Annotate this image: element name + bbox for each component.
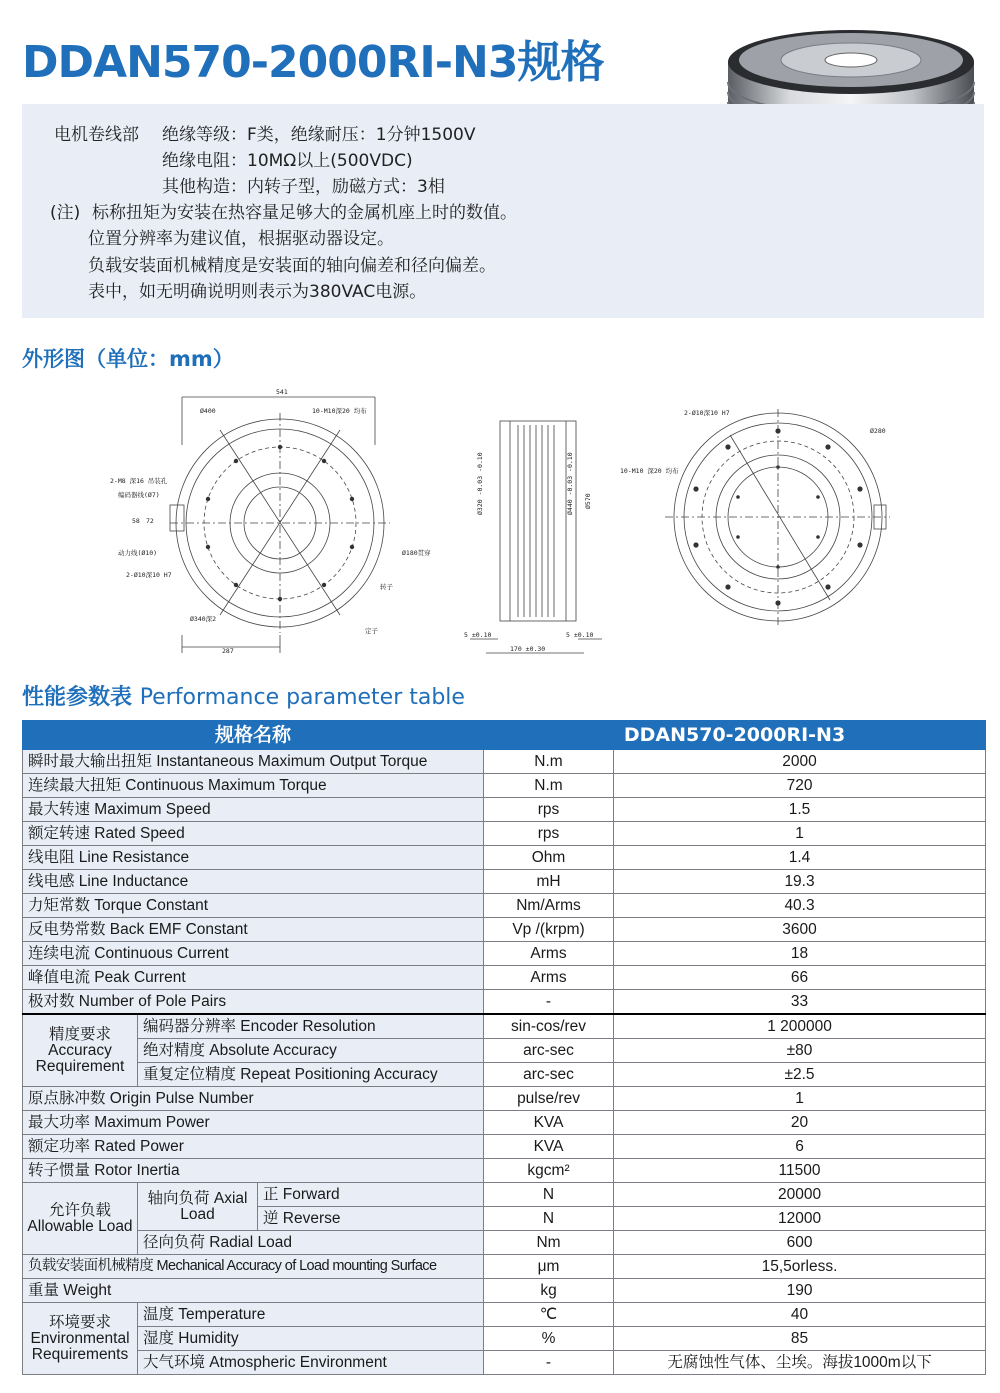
group-environment: 环境要求 Environmental Requirements bbox=[23, 1303, 138, 1375]
row-value: 2000 bbox=[614, 750, 986, 774]
dim-5a: 5 ±0.10 bbox=[464, 631, 492, 639]
table-row bbox=[23, 1327, 986, 1351]
dim-170: 170 ±0.30 bbox=[510, 645, 546, 653]
row-value: 11500 bbox=[614, 1159, 986, 1183]
table-row bbox=[23, 798, 986, 822]
table-row bbox=[23, 750, 986, 774]
note-resolution: 位置分辨率为建议值，根据驱动器设定。 bbox=[88, 229, 394, 249]
row-label: 力矩常数 Torque Constant bbox=[23, 894, 484, 918]
row-unit: arc-sec bbox=[484, 1039, 614, 1063]
row-unit: N.m bbox=[484, 750, 614, 774]
table-row bbox=[23, 870, 986, 894]
row-value: 1 bbox=[614, 822, 986, 846]
label-rear-m10: 10-M10 深20 均布 bbox=[620, 467, 679, 475]
note-insulation-class: 绝缘等级：F类，绝缘耐压：1分钟1500V bbox=[162, 125, 476, 145]
row-label: 额定功率 Rated Power bbox=[23, 1135, 484, 1159]
table-row bbox=[23, 1135, 986, 1159]
row-label: 正 Forward bbox=[258, 1183, 484, 1207]
dim-d320: Ø320 -0.03 -0.10 bbox=[476, 452, 484, 515]
row-value: 3600 bbox=[614, 918, 986, 942]
table-row bbox=[23, 966, 986, 990]
label-stator: 定子 bbox=[365, 627, 378, 635]
row-value: 1 bbox=[614, 1087, 986, 1111]
row-value: 1.5 bbox=[614, 798, 986, 822]
header-model: DDAN570-2000RI-N3 bbox=[484, 721, 986, 750]
row-label: 线电阻 Line Resistance bbox=[23, 846, 484, 870]
header-spec-name: 规格名称 bbox=[23, 721, 484, 750]
row-value: 19.3 bbox=[614, 870, 986, 894]
row-unit: Vp /(krpm) bbox=[484, 918, 614, 942]
dim-58: 58 bbox=[132, 517, 140, 525]
dim-5b: 5 ±0.10 bbox=[566, 631, 594, 639]
row-label: 最大功率 Maximum Power bbox=[23, 1111, 484, 1135]
row-unit: % bbox=[484, 1327, 614, 1351]
note-power: 表中，如无明确说明则表示为380VAC电源。 bbox=[88, 282, 427, 302]
table-row bbox=[23, 822, 986, 846]
row-value: ±80 bbox=[614, 1039, 986, 1063]
row-value: 40 bbox=[614, 1303, 986, 1327]
row-label: 连续最大扭矩 Continuous Maximum Torque bbox=[23, 774, 484, 798]
table-row bbox=[23, 846, 986, 870]
table-header-row bbox=[23, 721, 986, 750]
row-label: 编码器分辨率 Encoder Resolution bbox=[138, 1014, 484, 1039]
row-value: 1.4 bbox=[614, 846, 986, 870]
label-hole: 2-Ø10深10 H7 bbox=[126, 571, 172, 579]
row-unit: Arms bbox=[484, 966, 614, 990]
table-row bbox=[23, 1351, 986, 1375]
row-value: 无腐蚀性气体、尘埃。海拔1000m以下 bbox=[614, 1351, 986, 1375]
row-label: 瞬时最大输出扭矩 Instantaneous Maximum Output Torque bbox=[23, 750, 484, 774]
row-label: 线电感 Line Inductance bbox=[23, 870, 484, 894]
row-value: 12000 bbox=[614, 1207, 986, 1231]
row-unit: μm bbox=[484, 1255, 614, 1279]
table-row bbox=[23, 942, 986, 966]
row-unit: N bbox=[484, 1183, 614, 1207]
table-row bbox=[23, 1303, 986, 1327]
row-unit: - bbox=[484, 990, 614, 1015]
row-value: 20000 bbox=[614, 1183, 986, 1207]
row-unit: ℃ bbox=[484, 1303, 614, 1327]
row-value: 66 bbox=[614, 966, 986, 990]
table-row bbox=[23, 1063, 986, 1087]
row-value: 1 200000 bbox=[614, 1014, 986, 1039]
row-label: 逆 Reverse bbox=[258, 1207, 484, 1231]
table-row bbox=[23, 1014, 986, 1039]
row-unit: kg bbox=[484, 1279, 614, 1303]
row-unit: KVA bbox=[484, 1135, 614, 1159]
row-unit: KVA bbox=[484, 1111, 614, 1135]
side-view bbox=[470, 421, 602, 653]
note-accuracy: 负载安装面机械精度是安装面的轴向偏差和径向偏差。 bbox=[88, 256, 496, 276]
row-label: 重复定位精度 Repeat Positioning Accuracy bbox=[138, 1063, 484, 1087]
row-unit: kgcm² bbox=[484, 1159, 614, 1183]
row-label: 大气环境 Atmospheric Environment bbox=[138, 1351, 484, 1375]
table-row bbox=[23, 1159, 986, 1183]
row-label: 反电势常数 Back EMF Constant bbox=[23, 918, 484, 942]
dim-541: 541 bbox=[276, 388, 288, 396]
dim-d340: Ø340深2 bbox=[190, 615, 217, 623]
dim-287: 287 bbox=[222, 647, 234, 655]
note-label: (注) bbox=[50, 203, 81, 223]
table-heading bbox=[22, 680, 465, 711]
row-label: 温度 Temperature bbox=[138, 1303, 484, 1327]
row-unit: Nm/Arms bbox=[484, 894, 614, 918]
table-row bbox=[23, 894, 986, 918]
subgroup-axial: 轴向负荷 Axial Load bbox=[138, 1183, 258, 1231]
label-m8: 2-M8 深16 吊装孔 bbox=[110, 477, 168, 485]
row-unit: rps bbox=[484, 798, 614, 822]
dim-d440: Ø440 -0.03 -0.10 bbox=[566, 452, 574, 515]
label-rear-hole: 2-Ø10深10 H7 bbox=[684, 409, 730, 417]
table-row bbox=[23, 918, 986, 942]
notes-panel bbox=[22, 104, 984, 318]
outline-drawings bbox=[90, 385, 920, 665]
dim-d400: Ø400 bbox=[200, 407, 216, 415]
row-unit: Arms bbox=[484, 942, 614, 966]
row-value: 85 bbox=[614, 1327, 986, 1351]
label-cable1: 编码器线(Ø7) bbox=[118, 491, 160, 499]
row-value: 190 bbox=[614, 1279, 986, 1303]
table-row bbox=[23, 1183, 986, 1207]
row-label: 转子惯量 Rotor Inertia bbox=[23, 1159, 484, 1183]
group-accuracy: 精度要求 Accuracy Requirement bbox=[23, 1014, 138, 1087]
table-heading-cn: 性能参数表 bbox=[22, 685, 133, 710]
row-label: 连续电流 Continuous Current bbox=[23, 942, 484, 966]
row-label: 径向负荷 Radial Load bbox=[138, 1231, 484, 1255]
row-value: 6 bbox=[614, 1135, 986, 1159]
table-row bbox=[23, 1279, 986, 1303]
note-winding-label: 电机卷线部 bbox=[54, 125, 139, 145]
row-value: 15,5orless. bbox=[614, 1255, 986, 1279]
row-unit: mH bbox=[484, 870, 614, 894]
drawing-heading: 外形图（单位：mm） bbox=[22, 347, 234, 371]
table-row bbox=[23, 1231, 986, 1255]
label-rotor: 转子 bbox=[380, 583, 393, 591]
row-label: 负载安装面机械精度 Mechanical Accuracy of Load mounting Surface bbox=[23, 1255, 484, 1279]
row-label: 湿度 Humidity bbox=[138, 1327, 484, 1351]
row-unit: rps bbox=[484, 822, 614, 846]
row-value: 600 bbox=[614, 1231, 986, 1255]
row-unit: Ohm bbox=[484, 846, 614, 870]
label-m10: 10-M10深20 均布 bbox=[312, 407, 367, 415]
row-label: 峰值电流 Peak Current bbox=[23, 966, 484, 990]
dim-d180: Ø180贯穿 bbox=[402, 549, 431, 557]
row-value: 33 bbox=[614, 990, 986, 1015]
table-heading-en: Performance parameter table bbox=[139, 685, 465, 710]
note-construction: 其他构造：内转子型，励磁方式：3相 bbox=[162, 177, 445, 197]
group-load: 允许负载 Allowable Load bbox=[23, 1183, 138, 1255]
row-label: 重量 Weight bbox=[23, 1279, 484, 1303]
table-row bbox=[23, 1039, 986, 1063]
row-unit: sin-cos/rev bbox=[484, 1014, 614, 1039]
row-label: 额定转速 Rated Speed bbox=[23, 822, 484, 846]
row-label: 原点脉冲数 Origin Pulse Number bbox=[23, 1087, 484, 1111]
row-unit: N.m bbox=[484, 774, 614, 798]
row-label: 极对数 Number of Pole Pairs bbox=[23, 990, 484, 1015]
performance-table bbox=[22, 720, 986, 1375]
table-row bbox=[23, 1087, 986, 1111]
table-row bbox=[23, 774, 986, 798]
note-insulation-resistance: 绝缘电阻：10MΩ以上(500VDC) bbox=[162, 151, 413, 171]
label-cable2: 动力线(Ø10) bbox=[118, 549, 158, 557]
row-unit: pulse/rev bbox=[484, 1087, 614, 1111]
row-value: 20 bbox=[614, 1111, 986, 1135]
row-label: 绝对精度 Absolute Accuracy bbox=[138, 1039, 484, 1063]
rear-view bbox=[665, 409, 890, 627]
table-row bbox=[23, 990, 986, 1015]
row-unit: Nm bbox=[484, 1231, 614, 1255]
row-value: 40.3 bbox=[614, 894, 986, 918]
table-row bbox=[23, 1255, 986, 1279]
row-unit: - bbox=[484, 1351, 614, 1375]
row-label: 最大转速 Maximum Speed bbox=[23, 798, 484, 822]
row-unit: N bbox=[484, 1207, 614, 1231]
row-value: ±2.5 bbox=[614, 1063, 986, 1087]
row-value: 18 bbox=[614, 942, 986, 966]
note-torque: 标称扭矩为安装在热容量足够大的金属机座上时的数值。 bbox=[92, 203, 517, 223]
row-unit: arc-sec bbox=[484, 1063, 614, 1087]
page-title: DDAN570-2000RI-N3规格 bbox=[22, 37, 604, 88]
dim-d570: Ø570 bbox=[584, 493, 592, 509]
row-value: 720 bbox=[614, 774, 986, 798]
dim-d280: Ø280 bbox=[870, 427, 886, 435]
table-row bbox=[23, 1111, 986, 1135]
dim-72: 72 bbox=[146, 517, 154, 525]
